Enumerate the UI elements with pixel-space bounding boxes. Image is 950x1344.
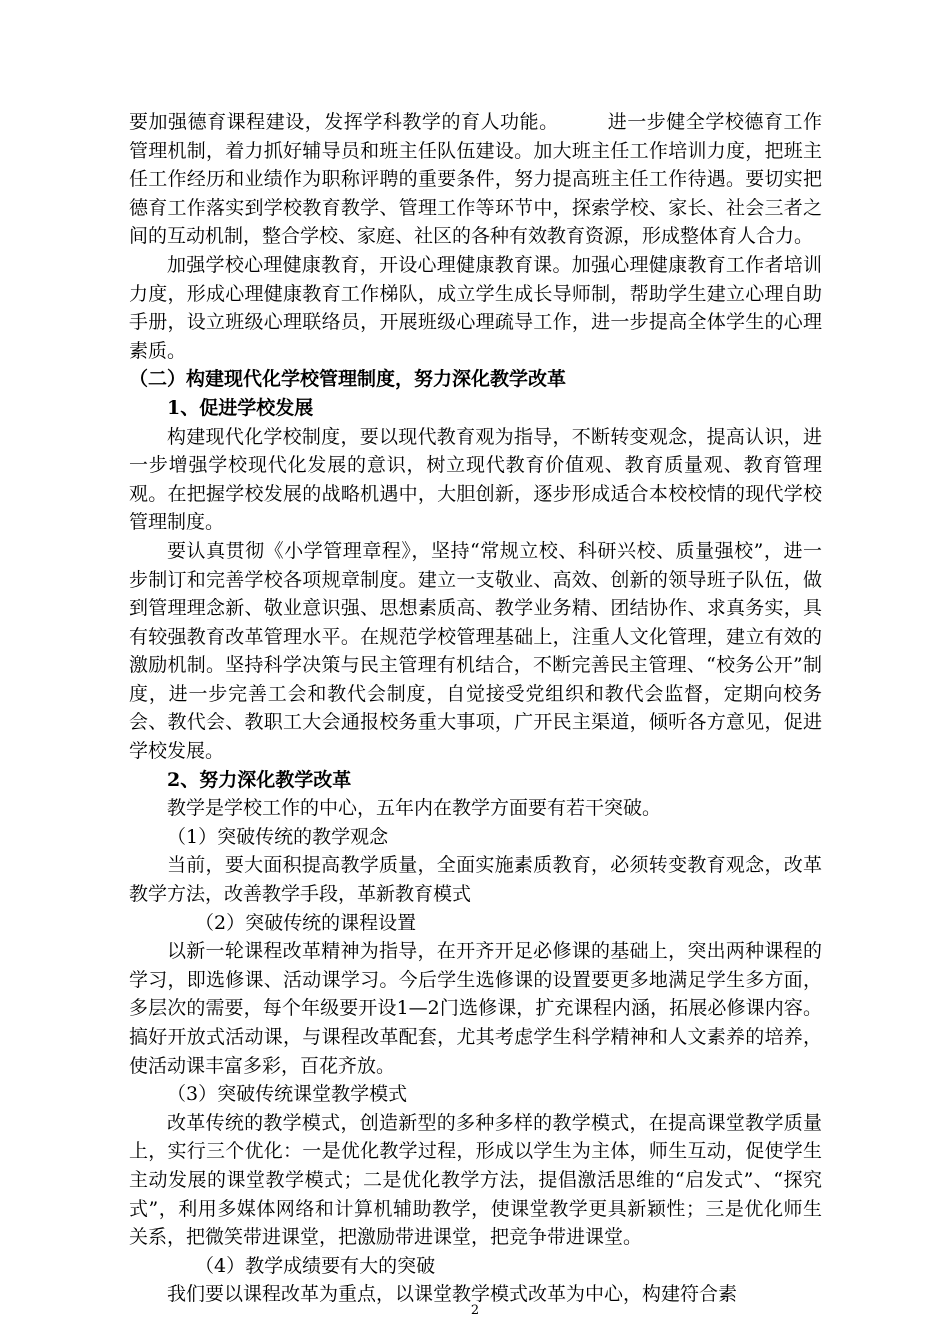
paragraph: 当前，要大面积提高教学质量，全面实施素质教育，必须转变教育观念，改革教学方法，改善教学手段，革新教育模式 [129, 854, 822, 906]
item-heading: （4）教学成绩要有大的突破 [195, 1254, 436, 1277]
item-heading: （2）突破传统的课程设置 [195, 911, 417, 934]
subsection-heading: 1、促进学校发展 [167, 396, 314, 419]
paragraph: 加强学校心理健康教育，开设心理健康教育课。加强心理健康教育工作者培训力度，形成心理健康教育工作梯队，成立学生成长导师制，帮助学生建立心理自助手册，设立班级心理联络员，开展班级心理疏导工作，进一步提高全体学生的心理素质。 [129, 253, 822, 362]
paragraph: 以新一轮课程改革精神为指导，在开齐开足必修课的基础上，突出两种课程的学习，即选修课、活动课学习。今后学生选修课的设置要更多地满足学生多方面，多层次的需要，每个年级要开设1—2门选修课，扩充课程内涵，拓展必修课内容。搞好开放式活动课，与课程改革配套，尤其考虑学生科学精神和人文素养的培养，使活动课丰富多彩，百花齐放。 [129, 940, 822, 1077]
paragraph: 我们要以课程改革为重点，以课堂教学模式改革为中心，构建符合素 [167, 1283, 738, 1306]
paragraph: 构建现代化学校制度，要以现代教育观为指导，不断转变观念，提高认识，进一步增强学校现代化发展的意识，树立现代教育价值观、教育质量观、教育管理观。在把握学校发展的战略机遇中，大胆创新，逐步形成适合本校校情的现代学校管理制度。 [129, 425, 822, 534]
item-heading: （1）突破传统的教学观念 [167, 825, 389, 848]
page-number: 2 [470, 1303, 480, 1318]
paragraph: 要认真贯彻《小学管理章程》，坚持“常规立校、科研兴校、质量强校”，进一步制订和完善学校各项规章制度。建立一支敬业、高效、创新的领导班子队伍，做到管理理念新、敬业意识强、思想素质高、教学业务精、团结协作、求真务实，具有较强教育改革管理水平。在规范学校管理基础上，注重人文化管理，建立有效的激励机制。坚持科学决策与民主管理有机结合，不断完善民主管理、“校务公开”制度，进一步完善工会和教代会制度，自觉接受党组织和教代会监督，定期向校务会、教代会、教职工大会通报校务重大事项，广开民主渠道，倾听各方意见，促进学校发展。 [129, 539, 822, 763]
subsection-heading: 2、努力深化教学改革 [167, 768, 352, 791]
item-heading: （3）突破传统课堂教学模式 [167, 1083, 408, 1106]
paragraph: 教学是学校工作的中心，五年内在教学方面要有若干突破。 [167, 797, 662, 820]
paragraph: 要加强德育课程建设，发挥学科教学的育人功能。 进一步健全学校德育工作管理机制，着力抓好辅导员和班主任队伍建设。加大班主任工作培训力度，把班主任工作经历和业绩作为职称评聘的重要条件，努力提高班主任工作待遇。要切实把德育工作落实到学校教育教学、管理工作等环节中，探索学校、家长、社会三者之间的互动机制，整合学校、家庭、社区的各种有效教育资源，形成整体育人合力。 [129, 111, 822, 248]
body-text [129, 108, 822, 1309]
section-heading: （二）构建现代化学校管理制度，努力深化教学改革 [129, 368, 567, 391]
paragraph: 改革传统的教学模式，创造新型的多种多样的教学模式，在提高课堂教学质量上，实行三个优化：一是优化教学过程，形成以学生为主体，师生互动，促使学生主动发展的课堂教学模式；二是优化教学方法，提倡激活思维的“启发式”、“探究式”，利用多媒体网络和计算机辅助教学，使课堂教学更具新颖性；三是优化师生关系，把微笑带进课堂，把激励带进课堂，把竞争带进课堂。 [129, 1111, 822, 1249]
